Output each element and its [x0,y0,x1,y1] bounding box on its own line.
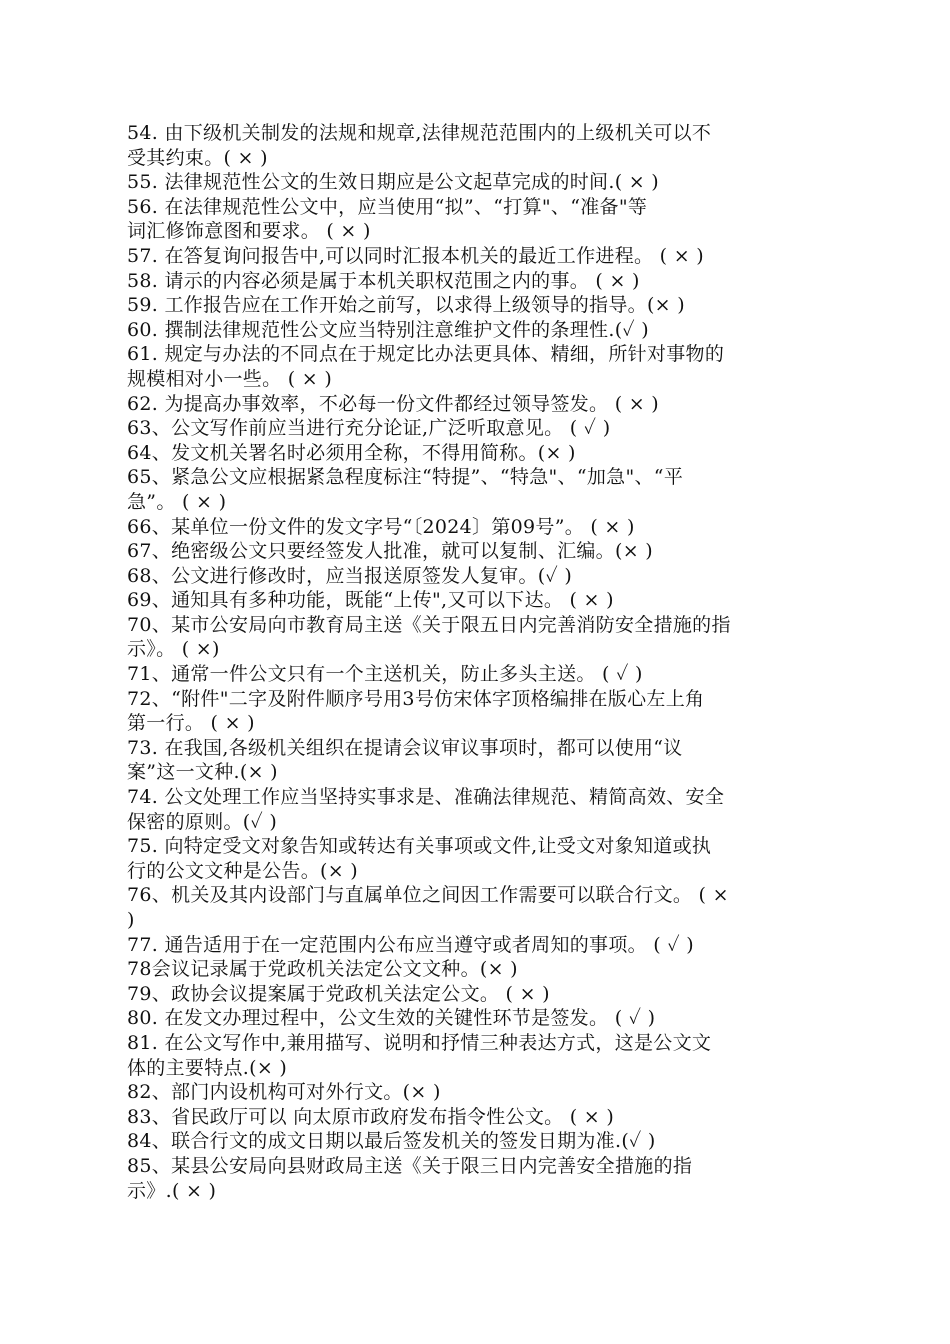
question-line: 68、公文进行修改时，应当报送原签发人复审。(✓ ) [127,564,573,587]
question-item [127,982,827,1007]
question-item [127,687,827,736]
question-item [127,392,827,417]
question-item [127,662,827,687]
question-line: 85、某县公安局向县财政局主送《关于限三日内完善安全措施的指 [127,1154,693,1177]
question-line: 示》。 ( ×) [127,638,220,661]
question-line: 案”这一文种.(× ) [127,761,278,784]
question-line: 73. 在我国,各级机关组织在提请会议审议事项时，都可以使用“议 [127,736,683,759]
question-line: 第一行。 ( × ) [127,712,255,735]
question-line: 行的公文文种是公告。(× ) [127,859,358,882]
question-line: 77. 通告适用于在一定范围内公布应当遵守或者周知的事项。 ( ✓ ) [127,933,694,956]
question-line: 62. 为提高办事效率，不必每一份文件都经过领导签发。 ( × ) [127,392,660,415]
question-item [127,883,827,932]
question-item [127,269,827,294]
question-item [127,1006,827,1031]
question-item [127,1031,827,1080]
question-line: 54. 由下级机关制发的法规和规章,法律规范范围内的上级机关可以不 [127,122,712,144]
question-item [127,736,827,785]
question-line: 84、联合行文的成文日期以最后签发机关的签发日期为准.(✓ ) [127,1130,656,1153]
question-item [127,465,827,514]
question-item [127,785,827,834]
question-line: 58. 请示的内容必须是属于本机关职权范围之内的事。 ( × ) [127,269,640,292]
question-line: 71、通常一件公文只有一个主送机关，防止多头主送。 ( ✓ ) [127,663,643,686]
question-line: 词汇修饰意图和要求。 ( × ) [127,220,371,243]
question-line: 75. 向特定受文对象告知或转达有关事项或文件,让受文对象知道或执 [127,835,712,858]
question-line: 示》.( × ) [127,1179,217,1202]
question-line: 69、通知具有多种功能，既能“上传",又可以下达。 ( × ) [127,589,614,612]
question-line: 78会议记录属于党政机关法定公文文种。(× ) [127,958,518,981]
question-line: 体的主要特点.(× ) [127,1056,288,1079]
question-item [127,441,827,466]
question-line: 57. 在答复询问报告中,可以同时汇报本机关的最近工作进程。 ( × ) [127,244,704,267]
question-item [127,564,827,589]
question-item [127,1129,827,1154]
question-line: 67、绝密级公文只要经签发人批准，就可以复制、汇编。(× ) [127,540,653,563]
question-line: 82、部门内设机构可对外行文。(× ) [127,1081,441,1104]
question-item [127,957,827,982]
question-line: 56. 在法律规范性公文中，应当使用“拟”、“打算"、“准备"等 [127,195,648,218]
question-line: 55. 法律规范性公文的生效日期应是公文起草完成的时间.( × ) [127,171,660,194]
question-item [127,539,827,564]
question-item [127,195,827,244]
question-line: 保密的原则。(✓ ) [127,810,278,833]
question-item [127,515,827,540]
question-line: 79、政协会议提案属于党政机关法定公文。 ( × ) [127,982,550,1005]
question-line: 70、某市公安局向市教育局主送《关于限五日内完善消防安全措施的指 [127,613,731,636]
question-item [127,244,827,269]
question-item [127,588,827,613]
question-item [127,1105,827,1130]
question-line: 66、某单位一份文件的发文字号“〔2024〕第09号”。 ( × ) [127,515,635,538]
question-item [127,1080,827,1105]
question-item [127,293,827,318]
question-item [127,834,827,883]
question-line: 80. 在发文办理过程中，公文生效的关键性环节是签发。 ( ✓ ) [127,1007,656,1030]
question-line: 60. 撰制法律规范性公文应当特别注意维护文件的条理性.(✓ ) [127,318,650,341]
question-line: 受其约束。( × ) [127,146,268,169]
question-line: 规模相对小一些。 ( × ) [127,367,333,390]
question-line: 65、紧急公文应根据紧急程度标注“特提”、“特急"、“加急"、“平 [127,466,684,489]
question-line: 急”。 ( × ) [127,490,227,513]
question-item [127,933,827,958]
question-line: 59. 工作报告应在工作开始之前写，以求得上级领导的指导。(× ) [127,294,685,317]
question-line: 64、发文机关署名时必须用全称，不得用简称。(× ) [127,441,576,464]
question-line: 61. 规定与办法的不同点在于规定比办法更具体、精细，所针对事物的 [127,343,725,366]
question-line: 74. 公文处理工作应当坚持实事求是、准确法律规范、精简高效、安全 [127,786,725,809]
question-item [127,416,827,441]
question-line: 81. 在公文写作中,兼用描写、说明和抒情三种表达方式，这是公文文 [127,1031,712,1054]
question-line: ) [127,909,135,931]
question-item [127,613,827,662]
question-item [127,1154,827,1203]
question-line: 72、“附件"二字及附件顺序号用3号仿宋体字顶格编排在版心左上角 [127,687,705,710]
question-line: 63、公文写作前应当进行充分论证,广泛听取意见。 ( ✓ ) [127,417,611,440]
question-item [127,170,827,195]
question-list [127,121,827,1203]
question-line: 76、机关及其内设部门与直属单位之间因工作需要可以联合行文。 ( × [127,884,729,907]
question-line: 83、省民政厅可以 向太原市政府发布指令性公文。 ( × ) [127,1105,615,1128]
question-item [127,318,827,343]
question-item [127,342,827,391]
question-item [127,121,827,170]
